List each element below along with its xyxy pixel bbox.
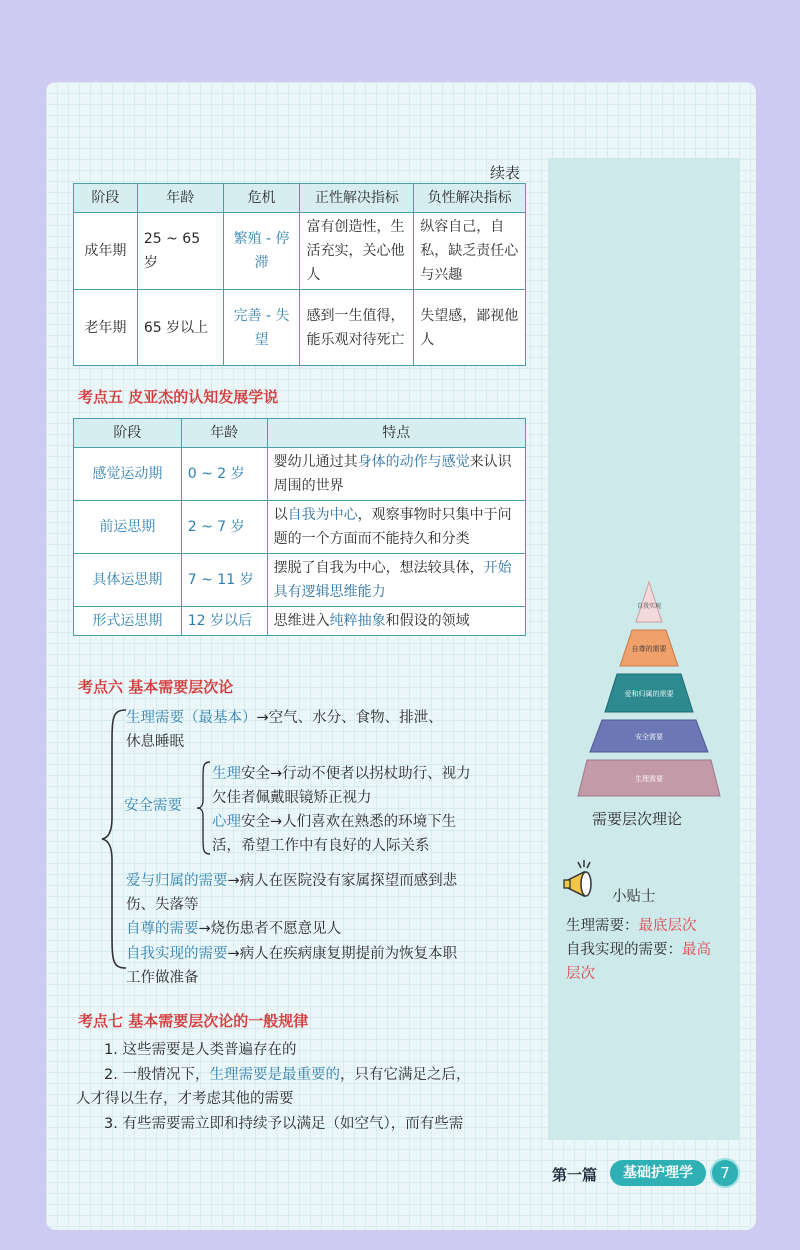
- age-cell: 7 ~ 11 岁: [181, 554, 267, 607]
- love-text: →病人在医院没有家属探望而感到悲: [227, 873, 458, 889]
- love-label: 爱与归属的需要: [126, 873, 228, 889]
- table-row: [74, 448, 526, 501]
- page-number: 7: [710, 1158, 740, 1188]
- negative-cell: 失望感，鄙视他人: [414, 290, 526, 366]
- tip-title: 小贴士: [612, 889, 656, 905]
- header-cell: 负性解决指标: [414, 184, 526, 213]
- pyramid-caption: 需要层次理论: [592, 810, 683, 828]
- positive-cell: 富有创造性，生活充实，关心他人: [300, 213, 414, 290]
- feature-cell: [267, 607, 525, 636]
- erikson-table: [73, 183, 526, 366]
- stage-cell: 前运思期: [74, 501, 182, 554]
- feature-cell: [267, 501, 525, 554]
- tip-line-2: [566, 938, 711, 962]
- age-cell: 65 岁以上: [137, 290, 223, 366]
- stage-cell: 形式运思期: [74, 607, 182, 636]
- feature-text: 思维进入: [273, 613, 330, 629]
- header-cell: 年龄: [137, 184, 223, 213]
- footer-title: 基础护理学: [610, 1160, 706, 1186]
- pyramid-level-self: [636, 582, 662, 622]
- pyramid-label: 安全需要: [635, 733, 663, 741]
- age-cell: 12 岁以后: [181, 607, 267, 636]
- header-cell: 年龄: [181, 419, 267, 448]
- header-cell: 阶段: [74, 184, 138, 213]
- table-header-row: [74, 419, 526, 448]
- header-cell: 正性解决指标: [300, 184, 414, 213]
- negative-cell: 纵容自己，自私，缺乏责任心与兴趣: [414, 213, 526, 290]
- physiological-line: [126, 706, 443, 730]
- age-cell: 0 ~ 2 岁: [181, 448, 267, 501]
- table-row: [74, 290, 526, 366]
- pyramid-label: 自我实现: [636, 603, 662, 610]
- feature-text: ，观察事物时只集中于问题的一个方面而不能持久和分类: [273, 507, 512, 547]
- stage-cell: 感觉运动期: [74, 448, 182, 501]
- self-actualization-line: [126, 942, 457, 966]
- feature-text: 来认识周围的世界: [273, 454, 512, 494]
- physiological-text: →空气、水分、食物、排泄、: [256, 710, 443, 726]
- section-title-6: 考点六 基本需要层次论: [78, 678, 234, 696]
- pyramid-label: 生理需要: [635, 775, 663, 783]
- tip-line-3: 层次: [566, 966, 595, 982]
- positive-cell: 感到一生值得，能乐观对待死亡: [300, 290, 414, 366]
- safety-mental-line2: 活，希望工作中有良好的人际关系: [212, 838, 430, 854]
- crisis-cell: 繁殖 - 停滞: [223, 213, 300, 290]
- esteem-label: 自尊的需要: [126, 921, 199, 937]
- tip-line-1: [566, 914, 697, 938]
- footer-part: 第一篇: [552, 1166, 598, 1184]
- safety-mental-text: 安全→人们喜欢在熟悉的环境下生: [241, 814, 457, 830]
- tip-highlight: 最底层次: [638, 918, 697, 934]
- header-cell: 特点: [267, 419, 525, 448]
- feature-text: 婴幼儿通过其: [273, 454, 358, 470]
- feature-cell: [267, 554, 525, 607]
- section-title-7: 考点七 基本需要层次论的一般规律: [78, 1012, 309, 1030]
- table-row: [74, 213, 526, 290]
- love-line: [126, 869, 457, 893]
- header-cell: 危机: [223, 184, 300, 213]
- table-header-row: [74, 184, 526, 213]
- physiological-label: 生理需要（最基本）: [126, 710, 257, 726]
- feature-highlight: 纯粹抽象: [329, 613, 386, 629]
- self-actualization-label: 自我实现的需要: [126, 946, 228, 962]
- rule-2-text: ，只有它满足之后，: [339, 1067, 471, 1083]
- feature-text: 和假设的领域: [385, 613, 470, 629]
- rule-1: 1. 这些需要是人类普遍存在的: [104, 1042, 297, 1058]
- rule-2-text: 2. 一般情况下，: [104, 1067, 210, 1083]
- safety-mental-line: [212, 810, 456, 834]
- rule-2: [104, 1063, 470, 1087]
- rule-2-line2: 人才得以生存，才考虑其他的需要: [76, 1091, 294, 1107]
- esteem-text: →烧伤患者不愿意见人: [198, 921, 342, 937]
- safety-physical-key: 生理: [212, 766, 241, 782]
- safety-label: 安全需要: [124, 798, 182, 814]
- feature-text: 以: [273, 507, 288, 523]
- continuation-label: 续表: [490, 164, 521, 182]
- self-actualization-text: →病人在疾病康复期提前为恢复本职: [227, 946, 458, 962]
- age-cell: 2 ~ 7 岁: [181, 501, 267, 554]
- safety-mental-key: 心理: [212, 814, 241, 830]
- pyramid-label: 自尊的需要: [631, 645, 667, 653]
- feature-cell: [267, 448, 525, 501]
- love-line2: 伤、失落等: [126, 897, 199, 913]
- stage-cell: 具体运思期: [74, 554, 182, 607]
- safety-physical-text: 安全→行动不便者以拐杖助行、视力: [241, 766, 471, 782]
- safety-physical-line2: 欠佳者佩戴眼镜矫正视力: [212, 790, 372, 806]
- megaphone-icon: [562, 856, 608, 906]
- stage-cell: 成年期: [74, 213, 138, 290]
- feature-highlight: 身体的动作与感觉: [357, 454, 470, 470]
- inner-brace: [196, 760, 212, 856]
- piaget-table: [73, 418, 526, 636]
- rule-3: 3. 有些需要需立即和持续予以满足（如空气），而有些需: [104, 1116, 464, 1132]
- self-actualization-line2: 工作做准备: [126, 970, 199, 986]
- table-row: [74, 607, 526, 636]
- tip-text: 自我实现的需要：: [566, 942, 682, 958]
- tip-text: 生理需要：: [566, 918, 639, 934]
- section-title-5: 考点五 皮亚杰的认知发展学说: [78, 388, 279, 406]
- esteem-line: [126, 917, 341, 941]
- tip-highlight: 最高: [682, 942, 711, 958]
- stage-cell: 老年期: [74, 290, 138, 366]
- feature-highlight: 自我为中心: [287, 507, 358, 523]
- table-row: [74, 554, 526, 607]
- physiological-line2: 休息睡眠: [126, 734, 184, 750]
- rule-2-highlight: 生理需要是最重要的: [209, 1067, 340, 1083]
- age-cell: 25 ~ 65 岁: [137, 213, 223, 290]
- needs-pyramid: [574, 580, 724, 800]
- crisis-cell: 完善 - 失望: [223, 290, 300, 366]
- header-cell: 阶段: [74, 419, 182, 448]
- pyramid-label: 爱和归属的需要: [624, 690, 674, 698]
- safety-physical-line: [212, 762, 471, 786]
- table-row: [74, 501, 526, 554]
- feature-text: 摆脱了自我为中心，想法较具体，: [273, 560, 484, 576]
- feature-highlight: 开始具有逻辑思维能力: [273, 560, 512, 600]
